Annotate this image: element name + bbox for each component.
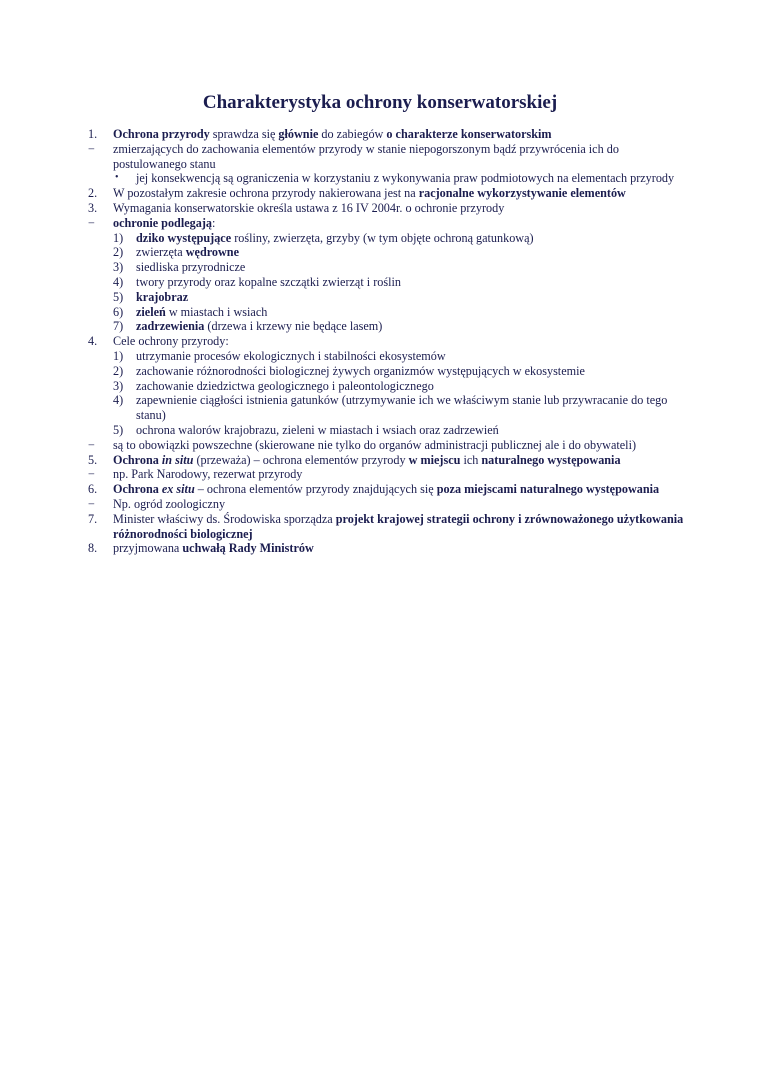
item-text <box>113 541 314 555</box>
list-marker: 1) <box>113 348 124 363</box>
text-segment: ich <box>460 452 482 467</box>
numbered-item <box>88 453 688 468</box>
text-segment: Ochrona przyrody <box>113 127 210 141</box>
numbered-item <box>88 201 688 216</box>
item-text <box>136 349 446 363</box>
text-segment: zieleń <box>136 304 166 319</box>
item-text <box>136 275 401 289</box>
text-segment: naturalnego występowania <box>481 452 621 467</box>
list-marker: 7) <box>113 319 124 334</box>
text-segment: poza miejscami naturalnego występowania <box>436 482 660 497</box>
text-segment: przyjmowana <box>113 541 183 556</box>
list-marker: 5) <box>113 422 124 437</box>
bullet-item <box>88 171 688 186</box>
text-segment: (przeważa) – ochrona elementów przyrody <box>193 452 409 467</box>
item-text <box>136 290 188 304</box>
text-segment: zapewnienie ciągłości istnienia gatunków (utrzymywanie ich we właściwym stanie lub przywracanie do tego stanu) <box>136 393 668 423</box>
item-text <box>113 186 626 200</box>
list-marker: 5) <box>113 289 124 304</box>
item-text <box>113 482 659 496</box>
text-segment: sprawdza się <box>209 127 279 141</box>
text-segment: Ochrona <box>113 452 162 467</box>
text-segment: jej konsekwencją są ograniczenia w korzystaniu z wykonywania praw podmiotowych na elementach przyrody <box>136 171 675 186</box>
list-marker: 2) <box>113 363 124 378</box>
item-text <box>113 334 229 348</box>
list-marker: 6) <box>113 304 124 319</box>
text-segment: W pozostałym zakresie ochrona przyrody nakierowana jest na <box>113 186 419 201</box>
list-marker: 1. <box>88 127 98 141</box>
sub-item <box>88 305 688 320</box>
text-segment: Np. ogród zoologiczny <box>113 496 226 511</box>
text-segment: zmierzających do zachowania elementów przyrody w stanie niepogorszonym bądź przywrócenia ich do postulowanego stanu <box>113 141 619 171</box>
text-segment: uchwałą Rady Ministrów <box>182 541 314 556</box>
numbered-item <box>88 512 688 542</box>
text-segment: utrzymanie procesów ekologicznych i stabilności ekosystemów <box>136 348 446 363</box>
item-text <box>136 245 239 259</box>
numbered-item <box>88 127 688 142</box>
item-text <box>113 497 225 511</box>
sub-item <box>88 349 688 364</box>
text-segment: zwierzęta <box>136 245 186 260</box>
text-segment: projekt krajowej strategii ochrony i zrównoważonego użytkowania różnorodności biologicznej <box>113 511 684 541</box>
list-marker: • <box>115 172 119 184</box>
sub-item <box>88 393 688 423</box>
dash-item <box>88 497 688 512</box>
text-segment: np. Park Narodowy, rezerwat przyrody <box>113 467 303 482</box>
list-marker: 4) <box>113 393 124 408</box>
list-marker: 6. <box>88 482 98 497</box>
list-marker: 5. <box>88 452 98 467</box>
list-marker: 7. <box>88 511 98 526</box>
item-text <box>136 379 434 393</box>
text-segment: ochrona walorów krajobrazu, zieleni w miastach i wsiach oraz zadrzewień <box>136 422 499 437</box>
dash-item <box>88 216 688 231</box>
item-text <box>136 423 499 437</box>
text-segment: głównie <box>278 127 319 141</box>
text-segment: o charakterze konserwatorskim <box>386 127 552 141</box>
text-segment: racjonalne wykorzystywanie elementów <box>418 186 626 201</box>
sub-item <box>88 231 688 246</box>
item-text <box>113 467 302 481</box>
list-marker: 1) <box>113 230 124 245</box>
item-text <box>136 260 245 274</box>
list-marker: 2) <box>113 245 124 260</box>
list-marker: − <box>88 467 95 482</box>
text-segment: Ochrona <box>113 482 162 497</box>
text-segment: rośliny, zwierzęta, grzyby (w tym objęte ochroną gatunkową) <box>231 230 534 245</box>
sub-item <box>88 319 688 334</box>
list-marker: 4. <box>88 334 98 349</box>
text-segment: – ochrona elementów przyrody znajdujących się <box>194 482 437 497</box>
sub-item <box>88 245 688 260</box>
numbered-item <box>88 334 688 349</box>
text-segment: w miejscu <box>408 452 461 467</box>
item-text <box>136 231 534 245</box>
item-text <box>136 319 382 333</box>
text-segment: twory przyrody oraz kopalne szczątki zwierząt i roślin <box>136 274 401 289</box>
item-text <box>136 393 667 422</box>
item-text <box>136 171 674 185</box>
sub-item <box>88 275 688 290</box>
text-segment: są to obowiązki powszechne (skierowane nie tylko do organów administracji publicznej ale i do obywateli) <box>113 437 637 452</box>
item-text <box>113 512 683 541</box>
item-text <box>136 305 267 319</box>
list-marker: − <box>88 437 95 452</box>
list-marker: 8. <box>88 541 98 556</box>
text-segment: zachowanie dziedzictwa geologicznego i paleontologicznego <box>136 378 434 393</box>
numbered-item <box>88 541 688 556</box>
list-marker: 3) <box>113 378 124 393</box>
text-segment: zachowanie różnorodności biologicznej żywych organizmów występujących w ekosystemie <box>136 363 585 378</box>
numbered-item <box>88 186 688 201</box>
dash-item <box>88 438 688 453</box>
dash-item <box>88 467 688 482</box>
text-segment: wędrowne <box>185 245 239 260</box>
text-segment: : <box>211 215 216 230</box>
list-marker: 4) <box>113 274 124 289</box>
list-marker: 3. <box>88 200 98 215</box>
text-segment: ochronie podlegają <box>113 215 212 230</box>
sub-item <box>88 364 688 379</box>
text-segment: do zabiegów <box>318 127 387 141</box>
text-segment: Wymagania konserwatorskie określa ustawa z 16 IV 2004r. o ochronie przyrody <box>113 200 505 215</box>
text-segment: in situ <box>161 452 194 467</box>
list-marker: 3) <box>113 260 124 275</box>
text-segment: ex situ <box>161 482 195 497</box>
item-text <box>113 142 619 171</box>
item-text <box>113 216 215 230</box>
item-text <box>113 201 504 215</box>
sub-item <box>88 260 688 275</box>
sub-item <box>88 290 688 305</box>
sub-item <box>88 423 688 438</box>
text-segment: krajobraz <box>136 289 189 304</box>
list-marker: − <box>88 496 95 511</box>
text-segment: dziko występujące <box>136 230 232 245</box>
document-body <box>88 127 688 556</box>
sub-item <box>88 379 688 394</box>
item-text <box>113 127 552 141</box>
list-marker: 2. <box>88 186 98 201</box>
item-text <box>113 438 636 452</box>
text-segment: Cele ochrony przyrody: <box>113 334 229 349</box>
item-text <box>113 453 621 467</box>
item-text <box>136 364 585 378</box>
numbered-item <box>88 482 688 497</box>
text-segment: Minister właściwy ds. Środowiska sporządza <box>113 511 336 526</box>
text-segment: siedliska przyrodnicze <box>136 260 246 275</box>
text-segment: w miastach i wsiach <box>165 304 268 319</box>
list-marker: − <box>88 215 95 230</box>
list-marker: − <box>88 141 95 156</box>
text-segment: zadrzewienia <box>136 319 205 334</box>
document-title: Charakterystyka ochrony konserwatorskiej <box>202 92 558 113</box>
dash-item <box>88 142 688 172</box>
text-segment: (drzewa i krzewy nie będące lasem) <box>204 319 383 334</box>
